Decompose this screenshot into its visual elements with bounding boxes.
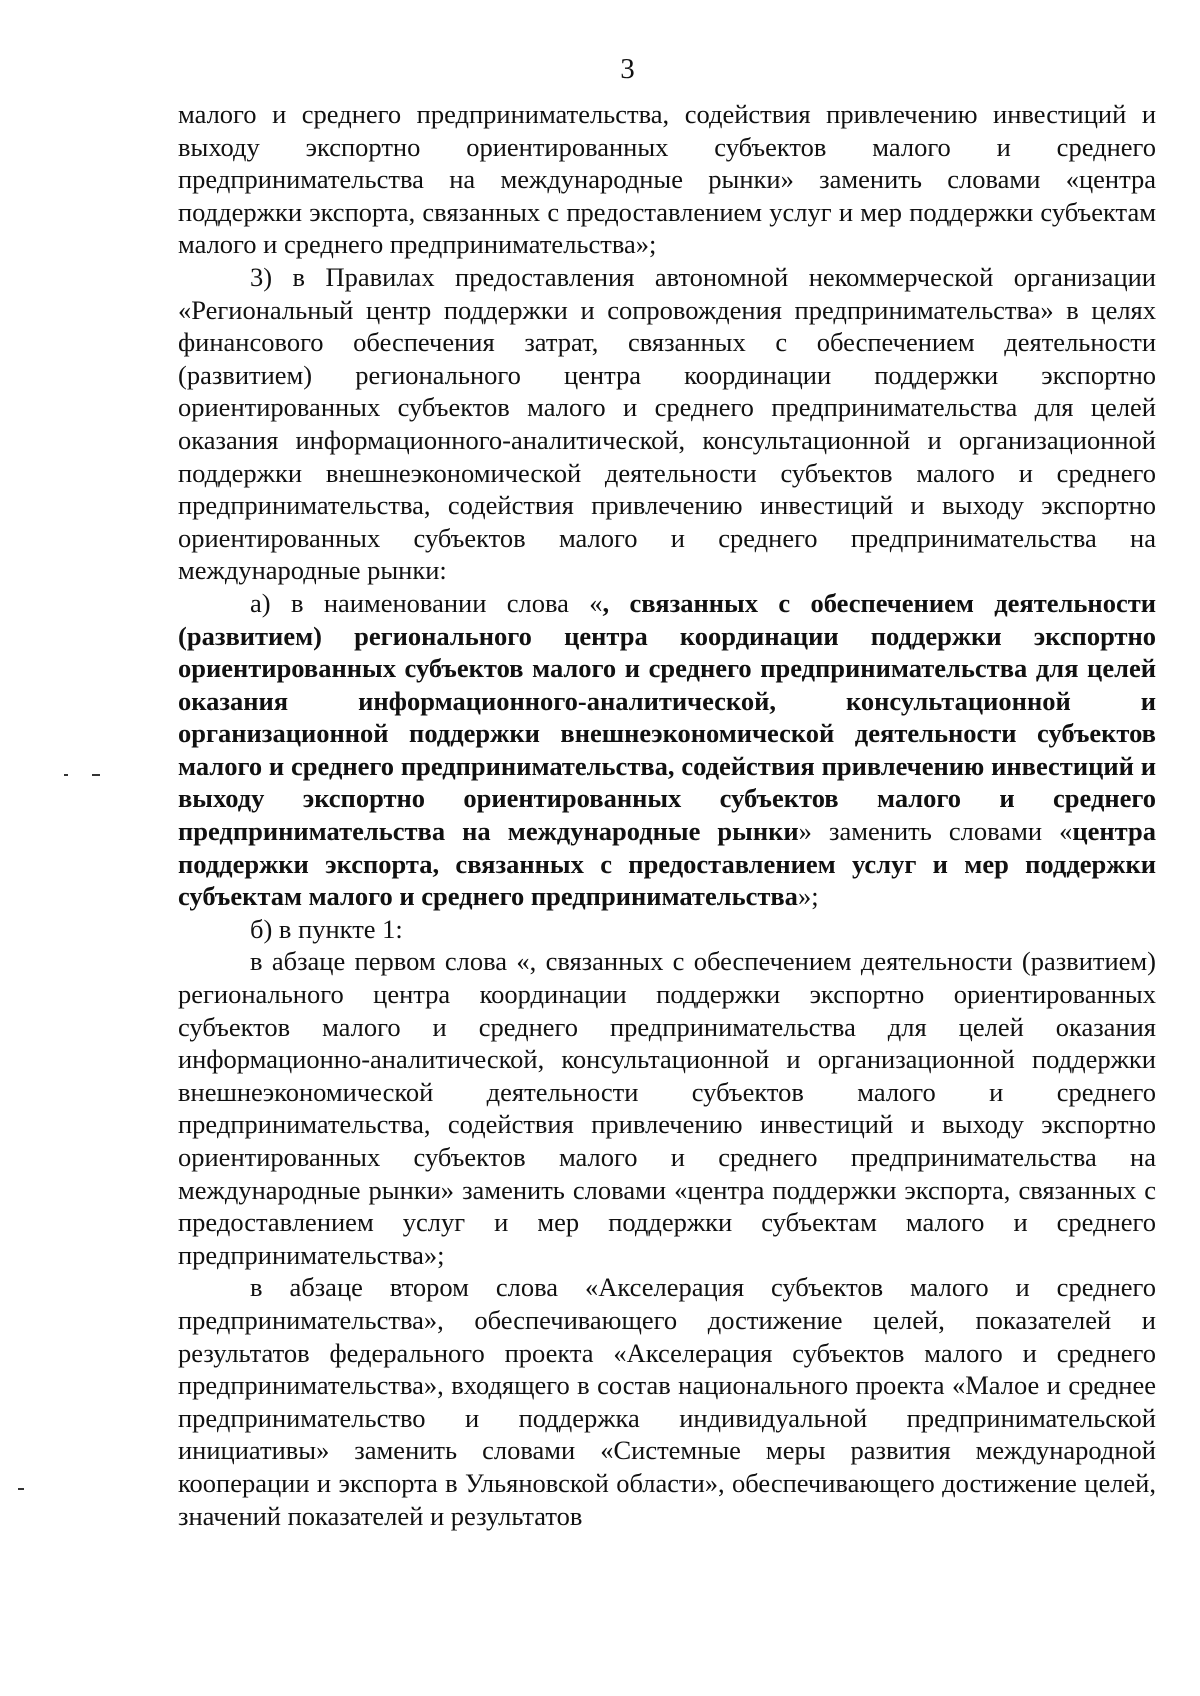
paragraph-second-abzac: в абзаце втором слова «Акселерация субъектов малого и среднего предпринимательства», обеспечивающего достижение целей, показателей и результатов федерального проекта «Акселерация субъектов малого и среднего предпринимательства», входящего в состав национального проекта «Малое и среднее предпринимательство и поддержка индивидуальной предпринимательской инициативы» заменить словами «Системные меры развития международной кооперации и экспорта в Ульяновской области», обеспечивающего достижение целей, значений показателей и результатов [178, 1272, 1156, 1531]
paragraph-item-b: б) в пункте 1: [250, 913, 403, 944]
text-run: а) в наименовании слова « [250, 587, 603, 618]
paragraph-continuation: малого и среднего предпринимательства, содействия привлечению инвестиций и выходу экспортно ориентированных субъектов малого и среднего предпринимательства на международные рынки» заменить словами «центра поддержки экспорта, связанных с предоставлением услуг и мер поддержки субъектам малого и среднего предпринимательства»; [178, 99, 1156, 260]
page-number: 3 [620, 53, 635, 85]
bold-text-run: , связанных с обеспечением деятельности (развитием) регионального центра координации поддержки экспортно ориентированных субъектов малого и среднего предпринимательства для целей оказания информационного-аналитической, консультационной и организационной поддержки внешнеэкономической деятельности субъектов малого и среднего предпринимательства, содействия привлечению инвестиций и выходу экспортно ориентированных субъектов малого и среднего предпринимательства на международные рынки [178, 587, 1156, 847]
scan-mark [92, 774, 100, 776]
text-run: » заменить словами « [798, 816, 1073, 847]
paragraph-item-a [178, 587, 1156, 913]
scan-mark [18, 1488, 24, 1490]
scan-mark [64, 774, 68, 776]
text-run: »; [797, 881, 819, 912]
paragraph-item-3: 3) в Правилах предоставления автономной некоммерческой организации «Региональный центр поддержки и сопровождения предпринимательства» в целях финансового обеспечения затрат, связанных с обеспечением деятельности (развитием) регионального центра координации поддержки экспортно ориентированных субъектов малого и среднего предпринимательства для целей оказания информационного-аналитической, консультационной и организационной поддержки внешнеэкономической деятельности субъектов малого и среднего предпринимательства, содействия привлечению инвестиций и выходу экспортно ориентированных субъектов малого и среднего предпринимательства на международные рынки: [178, 261, 1156, 586]
bold-text-run: центра поддержки экспорта, связанных с предоставлением услуг и мер поддержки субъектам малого и среднего предпринимательства [178, 816, 1157, 912]
document-body [178, 98, 1156, 1532]
paragraph-first-abzac: в абзаце первом слова «, связанных с обеспечением деятельности (развитием) регионального центра координации поддержки экспортно ориентированных субъектов малого и среднего предпринимательства для целей оказания информационно-аналитической, консультационной и организационной поддержки внешнеэкономической деятельности субъектов малого и среднего предпринимательства, содействия привлечению инвестиций и выходу экспортно ориентированных субъектов малого и среднего предпринимательства на международные рынки» заменить словами «центра поддержки экспорта, связанных с предоставлением услуг и мер поддержки субъектам малого и среднего предпринимательства»; [178, 946, 1156, 1270]
